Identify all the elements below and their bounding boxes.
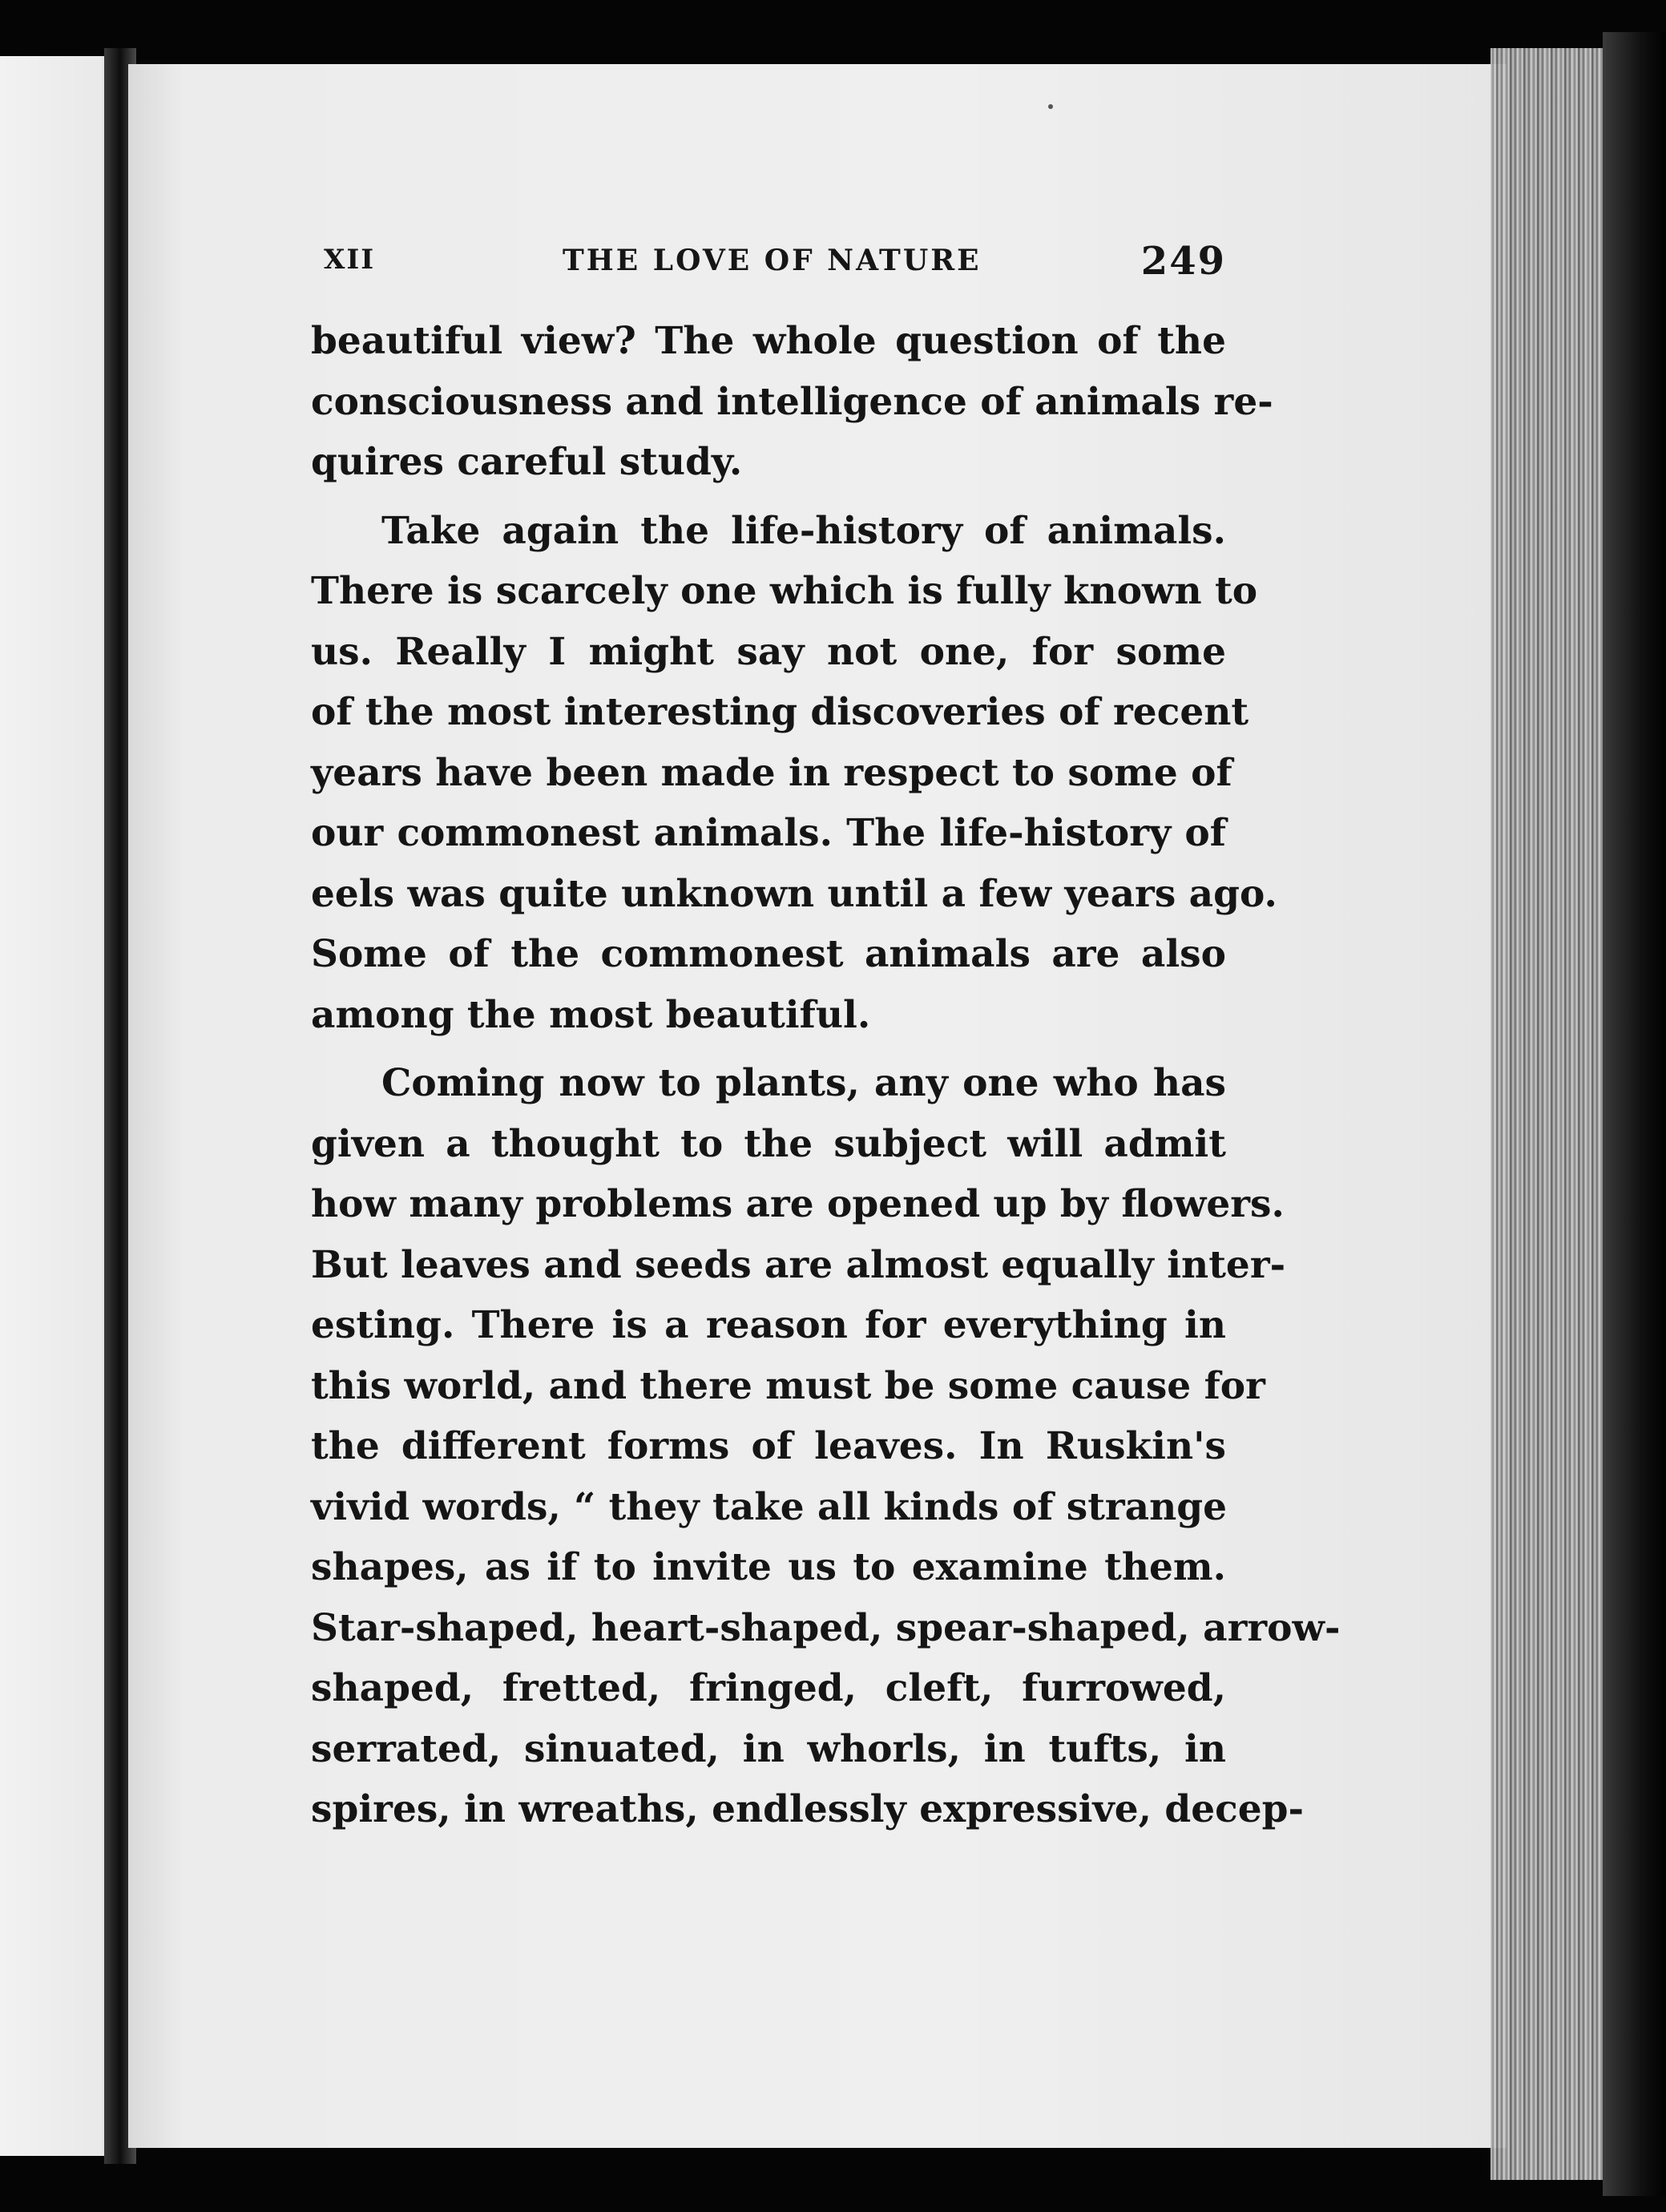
text-line: Coming now to plants, any one who has [381,1061,1226,1105]
text-line: shaped, fretted, fringed, cleft, furrowed, [311,1666,1226,1710]
text-line: given a thought to the subject will admit [311,1121,1226,1166]
body-text [311,311,1341,1840]
text-line: beautiful view? The whole question of the [311,319,1226,363]
text-line: consciousness and intelligence of animals re- [311,379,1273,424]
text-line: how many problems are opened up by flowers. [311,1182,1285,1226]
page-number: 249 [1140,239,1226,284]
scan-speck [1048,104,1053,109]
text-line: the different forms of leaves. In Ruskin's [311,1424,1226,1468]
text-line: Star-shaped, heart-shaped, spear-shaped, arrow- [311,1605,1341,1650]
text-line: There is scarcely one which is fully known to [311,569,1258,613]
page-edge-shadow [1603,32,1666,2196]
text-line: eels was quite unknown until a few years ago. [311,871,1277,916]
running-header [324,239,1226,287]
running-title: THE LOVE OF NATURE [563,244,982,277]
text-line: among the most beautiful. [311,992,871,1037]
text-line: esting. There is a reason for everything in [311,1303,1226,1347]
chapter-number: XII [324,244,376,276]
text-line: us. Really I might say not one, for some [311,629,1226,674]
text-line: spires, in wreaths, endlessly expressive, decep- [311,1787,1305,1831]
text-line: serrated, sinuated, in whorls, in tufts, in [311,1726,1226,1771]
text-line: vivid words, “ they take all kinds of strange [311,1484,1228,1529]
text-line: our commonest animals. The life-history of [311,811,1226,855]
text-line: of the most interesting discoveries of recent [311,690,1249,734]
text-line: Some of the commonest animals are also [311,932,1226,976]
text-line: years have been made in respect to some of [311,750,1232,795]
text-line: quires careful study. [311,440,743,484]
text-line: this world, and there must be some cause for [311,1363,1265,1408]
text-line: But leaves and seeds are almost equally inter- [311,1242,1286,1287]
text-line: Take again the life-history of animals. [381,508,1226,553]
text-line: shapes, as if to invite us to examine them. [311,1545,1226,1589]
